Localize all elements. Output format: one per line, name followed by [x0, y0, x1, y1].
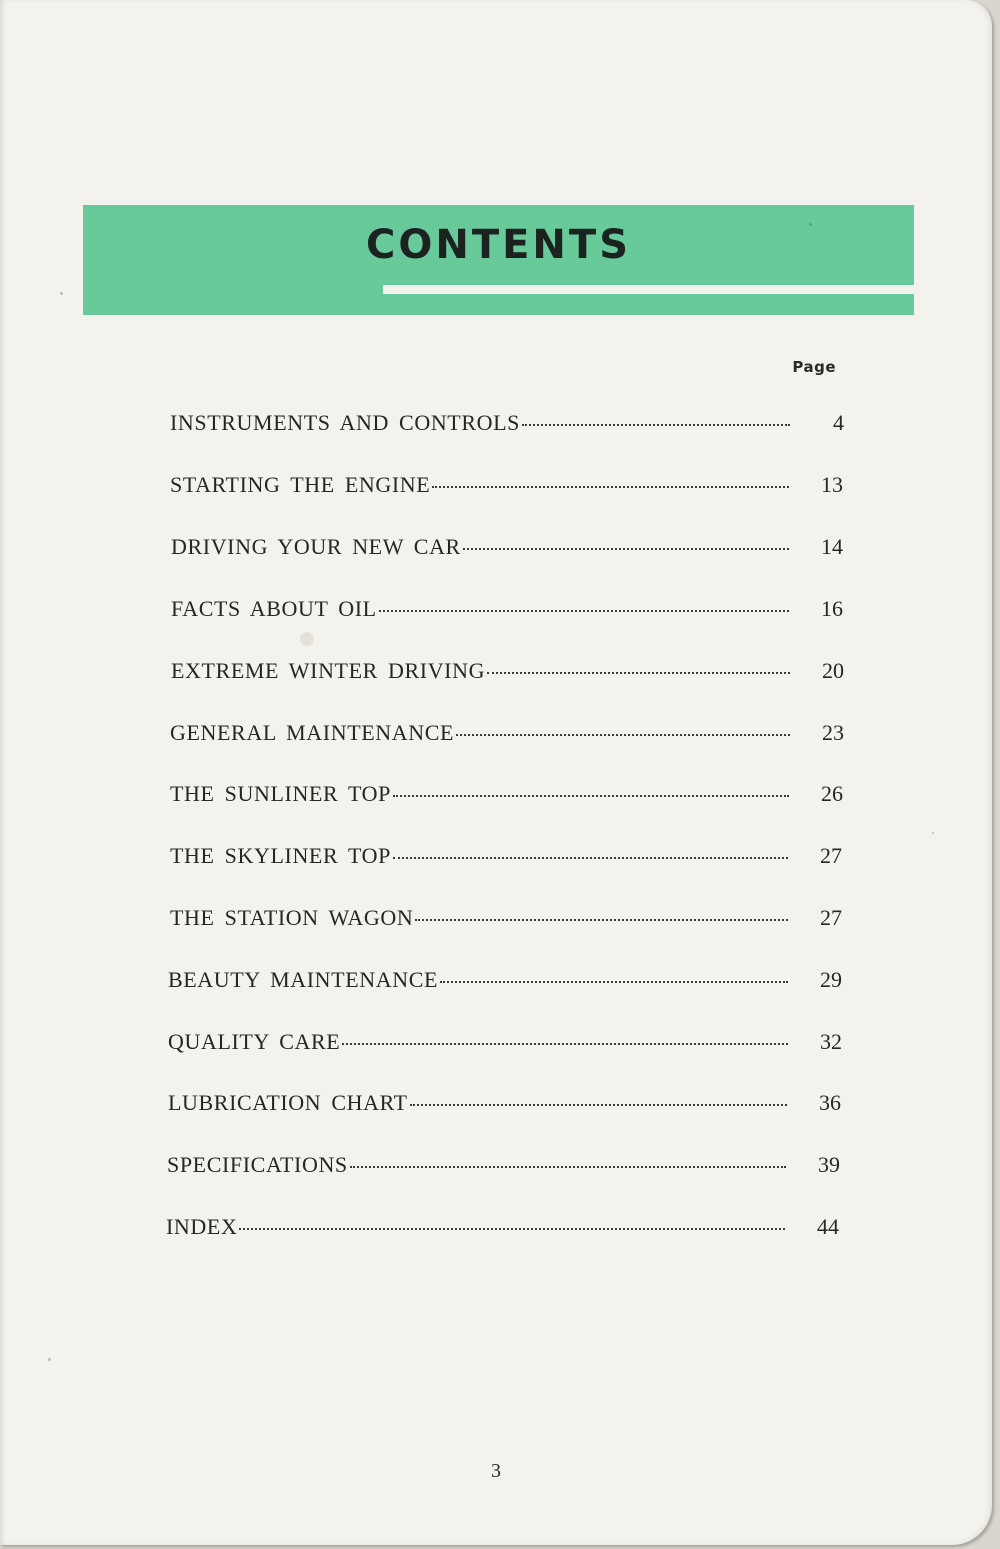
toc-entry-label: SPECIFICATIONS [167, 1152, 348, 1177]
paper-speck [932, 832, 934, 834]
toc-entry-page: 16 [821, 596, 843, 621]
toc-entry-label: INDEX [166, 1214, 238, 1239]
toc-entry-label: BEAUTY MAINTENANCE [168, 967, 439, 992]
paper-speck [300, 632, 314, 646]
toc-dot-leader [463, 548, 789, 550]
toc-entry-page: 44 [817, 1214, 839, 1239]
toc-dot-leader [342, 1043, 788, 1045]
toc-entry-page: 39 [818, 1152, 840, 1177]
toc-entry-page: 4 [833, 410, 844, 435]
page-title: CONTENTS [365, 222, 631, 268]
toc-entry-label: THE SKYLINER TOP [170, 843, 391, 868]
toc-entry-page: 27 [820, 905, 842, 930]
toc-entry-label: LUBRICATION CHART [168, 1090, 408, 1115]
toc-entry-page: 14 [821, 534, 843, 559]
toc-entry-page: 36 [819, 1090, 841, 1115]
toc-dot-leader [393, 857, 788, 859]
toc-entry-instruments-and-controls[interactable] [170, 410, 844, 440]
toc-entry-label: QUALITY CARE [168, 1029, 341, 1054]
toc-entry-label: STARTING THE ENGINE [170, 472, 431, 497]
toc-entry-quality-care[interactable] [168, 1029, 842, 1059]
toc-dot-leader [239, 1228, 785, 1230]
toc-entry-label: INSTRUMENTS AND CONTROLS [170, 410, 520, 435]
banner-stripe [383, 285, 914, 294]
toc-entry-lubrication-chart[interactable] [168, 1090, 841, 1120]
toc-entry-beauty-maintenance[interactable] [168, 967, 842, 997]
paper-speck [60, 292, 63, 295]
toc-dot-leader [415, 919, 788, 921]
toc-entry-page: 13 [821, 472, 843, 497]
toc-entry-page: 20 [822, 658, 844, 683]
toc-dot-leader [432, 486, 789, 488]
toc-entry-page: 32 [820, 1029, 842, 1054]
toc-entry-label: EXTREME WINTER DRIVING [171, 658, 486, 683]
paper-speck [809, 223, 812, 226]
toc-entry-the-station-wagon[interactable] [170, 905, 842, 935]
toc-entry-driving-your-new-car[interactable] [171, 534, 843, 564]
page-spine-shadow [0, 0, 6, 1545]
toc-dot-leader [379, 610, 789, 612]
toc-entry-label: THE STATION WAGON [170, 905, 414, 930]
toc-dot-leader [440, 981, 788, 983]
toc-entry-page: 27 [820, 843, 842, 868]
toc-entry-page: 26 [821, 781, 843, 806]
toc-entry-label: GENERAL MAINTENANCE [170, 720, 455, 745]
toc-entry-extreme-winter-driving[interactable] [171, 658, 844, 688]
toc-entry-label: FACTS ABOUT OIL [171, 596, 377, 621]
toc-entry-general-maintenance[interactable] [170, 720, 844, 750]
toc-entry-the-skyliner-top[interactable] [170, 843, 842, 873]
toc-entry-specifications[interactable] [167, 1152, 840, 1182]
toc-entry-page: 29 [820, 967, 842, 992]
toc-dot-leader [410, 1104, 787, 1106]
toc-dot-leader [487, 672, 790, 674]
toc-dot-leader [456, 734, 790, 736]
toc-entry-index[interactable] [166, 1214, 839, 1244]
toc-entry-facts-about-oil[interactable] [171, 596, 843, 626]
page-column-label: Page [792, 358, 836, 376]
toc-dot-leader [350, 1166, 786, 1168]
toc-entry-label: DRIVING YOUR NEW CAR [171, 534, 461, 559]
toc-entry-label: THE SUNLINER TOP [170, 781, 391, 806]
toc-entry-starting-the-engine[interactable] [170, 472, 843, 502]
toc-dot-leader [393, 795, 789, 797]
paper-speck [48, 1358, 51, 1361]
toc-dot-leader [522, 424, 790, 426]
toc-entry-the-sunliner-top[interactable] [170, 781, 843, 811]
contents-banner [83, 205, 914, 315]
page-number: 3 [491, 1460, 501, 1482]
toc-entry-page: 23 [822, 720, 844, 745]
